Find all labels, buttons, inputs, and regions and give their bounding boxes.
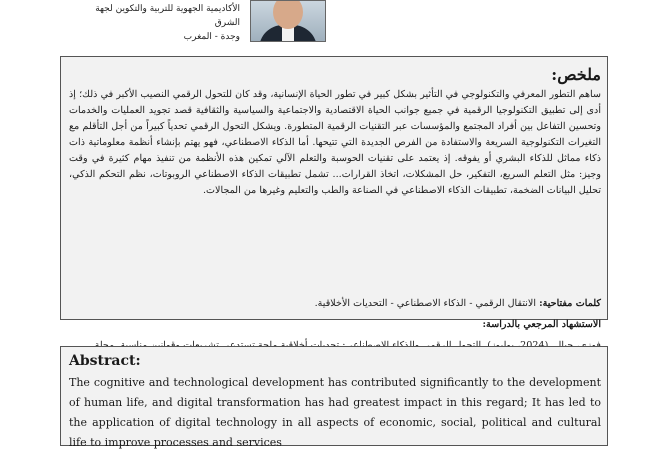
english-abstract-box	[60, 346, 608, 449]
arabic-keywords-value: الانتقال الرقمي - الذكاء الاصطناعي - التحديات الأخلاقية.	[314, 298, 537, 309]
affiliation-line-2: وجدة - المغرب	[183, 32, 240, 42]
arabic-abstract-body: ساهم التطور المعرفي والتكنولوجي في التأثير بشكل كبير في تطور الحياة الإنسانية، وقد كان للتحول الرقمي النصيب الأكبر في ذلك؛ إذ أدى إلى تطبيق التكنولوجيا الرقمية في جميع جوانب الحياة الاقتصادية والاجتماعية والسياسية والثقافية قصد تجويد العمليات والخدمات وتحسين التفاعل بين أفراد المجتمع والمؤسسات عبر التقنيات الرقمية المتطورة. ويشكل التحول الرقمي تحدياً كبيراً من أجل التأقلم مع التغيرات التكنولوجية السريعة والاستفادة من الفرص الجديدة التي تتيحها. أما الذكاء الاصطناعي، فهو يهتم بإنشاء أنظمة معلوماتية ذات ذكاء مماثل للذكاء البشري أو يفوقه. إذ يعتمد على تقنيات الحوسبة والتعلم الآلي تمكين هذه الأنظمة من تنفيذ مهام كثيرة في وقت وجيز: مثل التعلم السريع، التفكير، حل المشكلات، اتخاذ القرارات... تشمل تطبيقات الذكاء الاصطناعي الروبوتات، نظم التحكم الذكي، تحليل البيانات الضخمة، تطبيقات الذكاء الاصطناعي في الصناعة والطب والتعليم وغيرها من المجالات.	[69, 89, 601, 196]
arabic-citation-label: الاستشهاد المرجعي بالدراسة:	[482, 319, 601, 330]
english-abstract-title: Abstract:	[69, 353, 141, 369]
author-affiliation	[90, 0, 240, 44]
arabic-abstract-title: ملخص:	[551, 65, 601, 84]
affiliation-line-1: الأكاديمية الجهوية للتربية والتكوين لجهة الشرق	[95, 4, 240, 28]
arabic-keywords	[69, 297, 601, 311]
arabic-keywords-label: كلمات مفتاحية:	[539, 298, 601, 309]
arabic-abstract-box	[60, 56, 608, 330]
author-photo	[250, 0, 326, 42]
english-abstract-body: The cognitive and technological development has contributed significantly to the development of human life, and digital transformation has had greatest impact in this regard; It has led to the application of digital technology in all aspects of economic, social, political and cultural life to improve processes and services	[69, 376, 601, 449]
